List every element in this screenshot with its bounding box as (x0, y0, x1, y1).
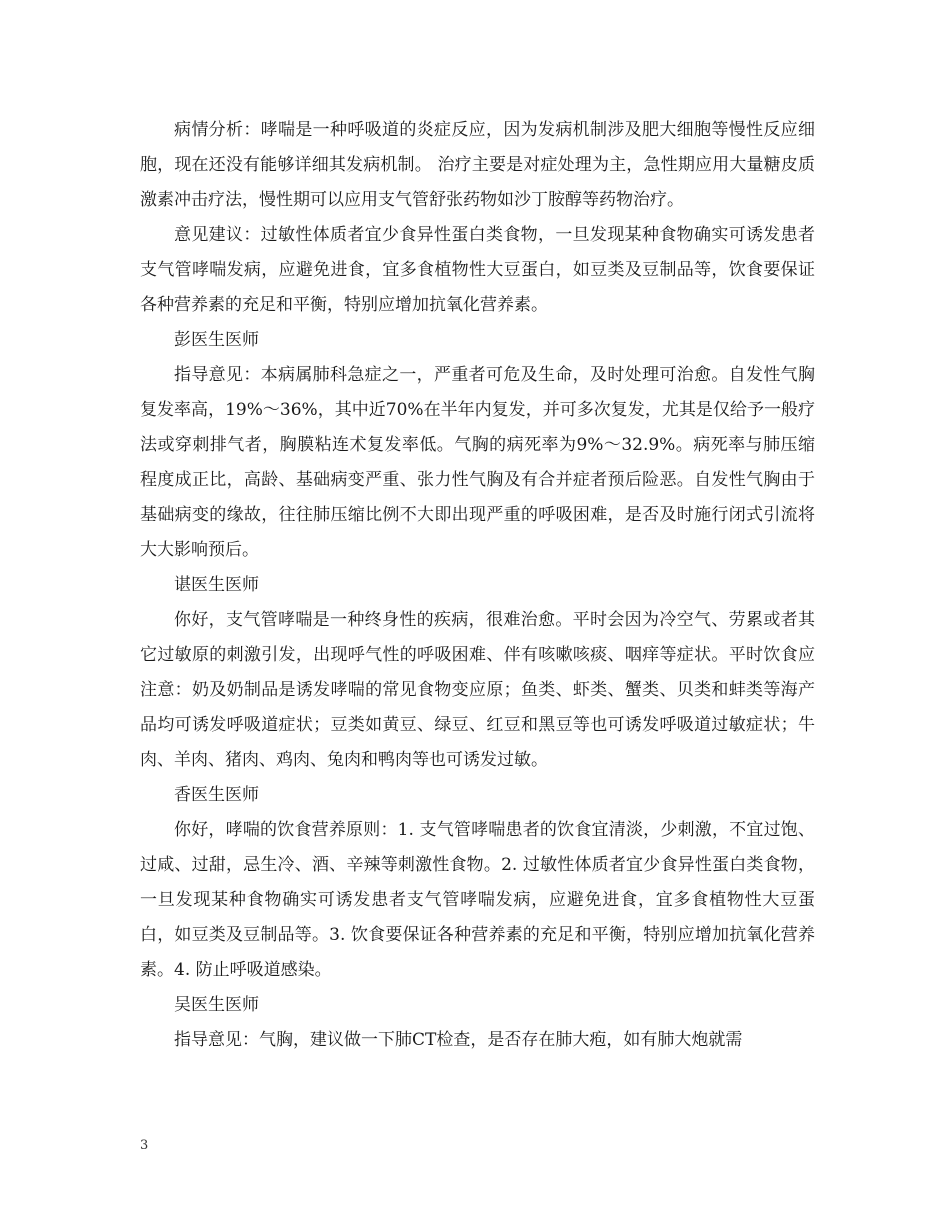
doctor-signature-chen: 谌医生医师 (174, 575, 259, 595)
paragraph-guidance-ct: 指导意见：气胸，建议做一下肺CT检查，是否存在肺大疱，如有肺大炮就需 (174, 1030, 743, 1050)
paragraph-advice: 意见建议：过敏性体质者宜少食异性蛋白类食物，一旦发现某种食物确实可诱发患者支气管哮喘发病，应避免进食，宜多食植物性大豆蛋白，如豆类及豆制品等，饮食要保证各种营养素的充足和平衡，特别应增加抗氧化营养素。 (140, 225, 815, 315)
paragraph-nutrition-principles: 你好，哮喘的饮食营养原则：1. 支气管哮喘患者的饮食宜清淡，少刺激，不宜过饱、过咸、过甜，忌生冷、酒、辛辣等刺激性食物。2. 过敏性体质者宜少食异性蛋白类食物，一旦发现某种食物确实可诱发患者支气管哮喘发病，应避免进食，宜多食植物性大豆蛋白，如豆类及豆制品等。3. 饮食要保证各种营养素的充足和平衡，特别应增加抗氧化营养素。4. 防止呼吸道感染。 (140, 820, 815, 980)
paragraph-guidance-pneumothorax: 指导意见：本病属肺科急症之一，严重者可危及生命，及时处理可治愈。自发性气胸复发率高，19%～36%，其中近70%在半年内复发，并可多次复发，尤其是仅给予一般疗法或穿刺排气者，胸膜粘连术复发率低。气胸的病死率为9%～32.9%。病死率与肺压缩程度成正比，高龄、基础病变严重、张力性气胸及有合并症者预后险恶。自发性气胸由于基础病变的缘故，往往肺压缩比例不大即出现严重的呼吸困难，是否及时施行闭式引流将大大影响预后。 (140, 365, 815, 560)
doctor-signature-wu: 吴医生医师 (174, 995, 259, 1015)
document-body (140, 113, 815, 1058)
doctor-signature-xiang: 香医生医师 (174, 785, 259, 805)
paragraph-asthma-diet-triggers: 你好，支气管哮喘是一种终身性的疾病，很难治愈。平时会因为冷空气、劳累或者其它过敏原的刺激引发，出现呼气性的呼吸困难、伴有咳嗽咳痰、咽痒等症状。平时饮食应注意：奶及奶制品是诱发哮喘的常见食物变应原；鱼类、虾类、蟹类、贝类和蚌类等海产品均可诱发呼吸道症状；豆类如黄豆、绿豆、红豆和黑豆等也可诱发呼吸道过敏症状；牛肉、羊肉、猪肉、鸡肉、兔肉和鸭肉等也可诱发过敏。 (140, 610, 815, 770)
paragraph-condition-analysis: 病情分析：哮喘是一种呼吸道的炎症反应，因为发病机制涉及肥大细胞等慢性反应细胞，现在还没有能够详细其发病机制。 治疗主要是对症处理为主，急性期应用大量糖皮质激素冲击疗法，慢性期可以应用支气管舒张药物如沙丁胺醇等药物治疗。 (140, 120, 815, 210)
doctor-signature-peng: 彭医生医师 (174, 330, 259, 350)
page-number: 3 (140, 1138, 149, 1153)
